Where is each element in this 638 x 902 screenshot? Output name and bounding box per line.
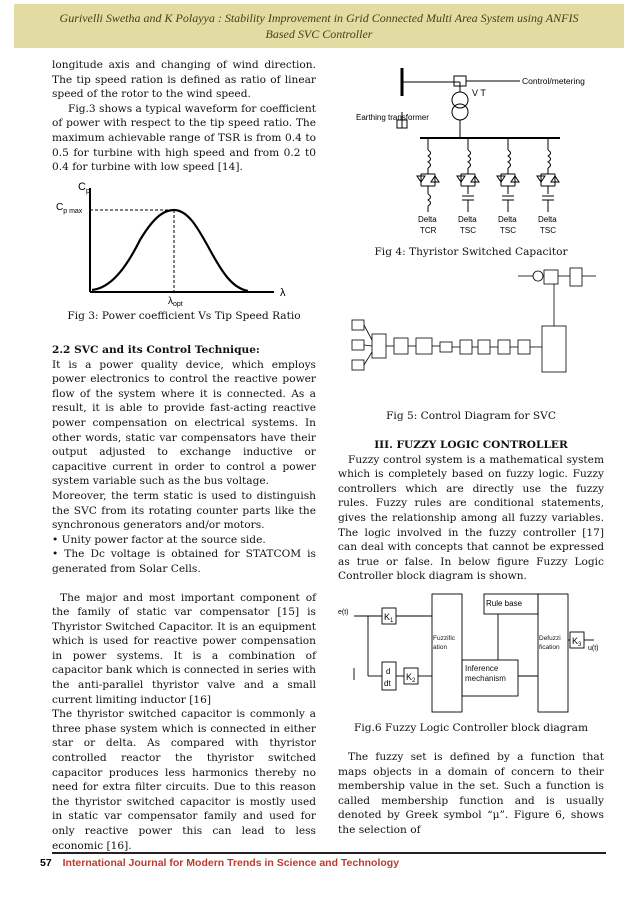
inductor-icon — [548, 150, 551, 168]
paragraph: The major and most important component of the family of static var compensator [15] is Thyristor Switched Capacitor. It is an equipment which is used for reactive power compensation in power systems. It is a combination of capacitor bank which is connected in series with the anti-parallel thyristor valve and a small current limiting inductor [16] — [52, 591, 316, 706]
branch-name-label: TCR — [420, 226, 437, 235]
bullet-item: • The Dc voltage is obtained for STATCOM is generated from Solar Cells. — [52, 548, 316, 575]
page-number: 57 — [40, 857, 52, 869]
fig4-caption: Fig 4: Thyristor Switched Capacitor — [374, 246, 568, 258]
block — [544, 270, 558, 284]
right-column-bottom — [338, 750, 604, 838]
branch-name-label: TSC — [500, 226, 516, 235]
block — [478, 340, 490, 354]
block — [352, 360, 364, 370]
defuzzification-label: Defuzzi fication — [539, 635, 561, 651]
page-footer — [40, 857, 399, 869]
fig4-tsc-diagram — [350, 62, 600, 238]
section-heading: 2.2 SVC and its Control Technique: — [52, 344, 260, 356]
block — [394, 338, 408, 354]
branch-type-label: Delta — [538, 215, 557, 224]
paragraph: Fuzzy control system is a mathematical system which is completely based on fuzzy logic. Fuzzy controllers which are directly use the fuzzy rules. Fuzzy rules are conditional statements, gives the relationship among all fuzzy variables. The logic involved in the fuzzy controller [17] can deal with concepts that cannot be expressed as true or false. In below figure Fuzzy Logic Controller block diagram is shown. — [338, 453, 604, 583]
rulebase-label: Rule base — [486, 599, 523, 608]
header-title: Gurivelli Swetha and K Polayya : Stability Improvement in Grid Connected Multi Area System using ANFIS Based SVC Controller — [59, 11, 579, 41]
journal-name: International Journal for Modern Trends in Science and Technology — [62, 857, 400, 869]
k1-label: $K_1$ — [384, 612, 394, 624]
paragraph: It is a power quality device, which employs power electronics to control the reactive power flow of the system where it is connected. As a result, it is able to provide fast-acting reactive power compensation on electrical systems. In other words, static var compensators have their output adjusted to exchange inductive or capacitive current in order to control a power system variable such as the bus voltage. — [52, 358, 316, 488]
block — [498, 340, 510, 354]
branch-type-label: Delta — [498, 215, 517, 224]
footer-rule — [52, 852, 606, 854]
lambda-opt-label: $\lambda_{opt}$ — [168, 296, 183, 308]
branch-type-label: Delta — [458, 215, 477, 224]
inductor-icon — [428, 150, 431, 168]
block — [460, 340, 472, 354]
block — [416, 338, 432, 354]
k2-label: $K_2$ — [406, 672, 416, 684]
cp-curve — [92, 210, 248, 291]
block — [372, 334, 386, 358]
fuzzification-label: Fuzzific ation — [433, 635, 456, 651]
ddt-num: d — [386, 667, 391, 676]
inductor-icon — [468, 150, 471, 168]
paragraph: The fuzzy set is defined by a function that maps objects in a domain of concern to their membership value in the set. Such a function is called membership function and is usually denoted by Greek symbol “μ”. Figure 6, shows the selection of — [338, 751, 604, 836]
vt-label: V T — [472, 88, 486, 98]
sum-junction — [533, 271, 543, 281]
block — [352, 340, 364, 350]
left-column-top — [52, 58, 316, 175]
fig3-cp-lambda-plot — [56, 180, 300, 308]
fig6-flc-block-diagram — [338, 590, 606, 718]
block — [570, 268, 582, 286]
paragraph: Moreover, the term static is used to distinguish the SVC from its rotating counter parts like the synchronous generators and/or motors. — [52, 489, 316, 532]
inference-label-box — [465, 664, 517, 694]
branch-name-label: TSC — [540, 226, 556, 235]
cp-label: $C_p$ — [78, 181, 90, 195]
ddt-den: dt — [384, 679, 391, 688]
block — [518, 340, 530, 354]
branch-type-label: Delta — [418, 215, 437, 224]
fig3-caption: Fig 3: Power coefficient Vs Tip Speed Ratio — [67, 310, 301, 322]
cpmax-label: $C_{p max}$ — [56, 202, 83, 215]
wire — [364, 325, 372, 340]
paragraph: longitude axis and changing of wind direction. The tip speed ration is defined as ratio of linear speed of the rotor to the wind speed. — [52, 59, 316, 101]
paragraph: The thyristor switched capacitor is commonly a three phase system which is connected in either star or delta. As compared with thyristor controlled reactor the thyristor switched capacitor produces less harmonics thereby no need for extra filter circuits. Due to this reason the thyristor switched capacitor is mostly used in static var compensator family and used for only reactive power this can lead to less economic [16]. — [52, 708, 316, 852]
input-label: e(t) — [338, 609, 349, 616]
fig6-caption: Fig.6 Fuzzy Logic Controller block diagram — [353, 722, 588, 734]
inference-label: Inference mechanism — [465, 664, 506, 683]
running-header — [14, 4, 624, 48]
k3-label: $K_3$ — [572, 636, 582, 648]
left-column-bottom — [52, 341, 316, 853]
bullet-item: • Unity power factor at the source side. — [52, 533, 266, 546]
paragraph: Fig.3 shows a typical waveform for coefficient of power with respect to the tip speed ratio. The maximum achievable range of TSR is from 0.4 to 0.5 for turbine with high speed and from 0.2 t0 0.4 for turbine with low speed [14]. — [52, 102, 316, 174]
inductor-icon — [428, 194, 431, 206]
fig5-caption: Fig 5: Control Diagram for SVC — [386, 410, 556, 422]
defuzz-label-box — [539, 634, 567, 664]
fuzzification-label-box — [433, 634, 461, 664]
lambda-label: λ — [280, 287, 286, 299]
block — [352, 320, 364, 330]
wire — [364, 352, 372, 365]
fig5-svc-control-diagram — [348, 262, 603, 404]
section-heading: III. FUZZY LOGIC CONTROLLER — [374, 439, 568, 451]
control-metering-label: Control/metering — [522, 76, 585, 86]
transformer-winding-bottom — [452, 104, 468, 120]
block — [440, 342, 452, 352]
transformer-winding-top — [452, 92, 468, 108]
output-label: u(t) — [588, 645, 599, 652]
wire — [364, 345, 372, 346]
earthing-label: Earthing transformer — [356, 113, 429, 122]
right-column-text — [338, 438, 604, 584]
pulse-block — [542, 326, 566, 372]
branch-name-label: TSC — [460, 226, 476, 235]
inductor-icon — [508, 150, 511, 168]
